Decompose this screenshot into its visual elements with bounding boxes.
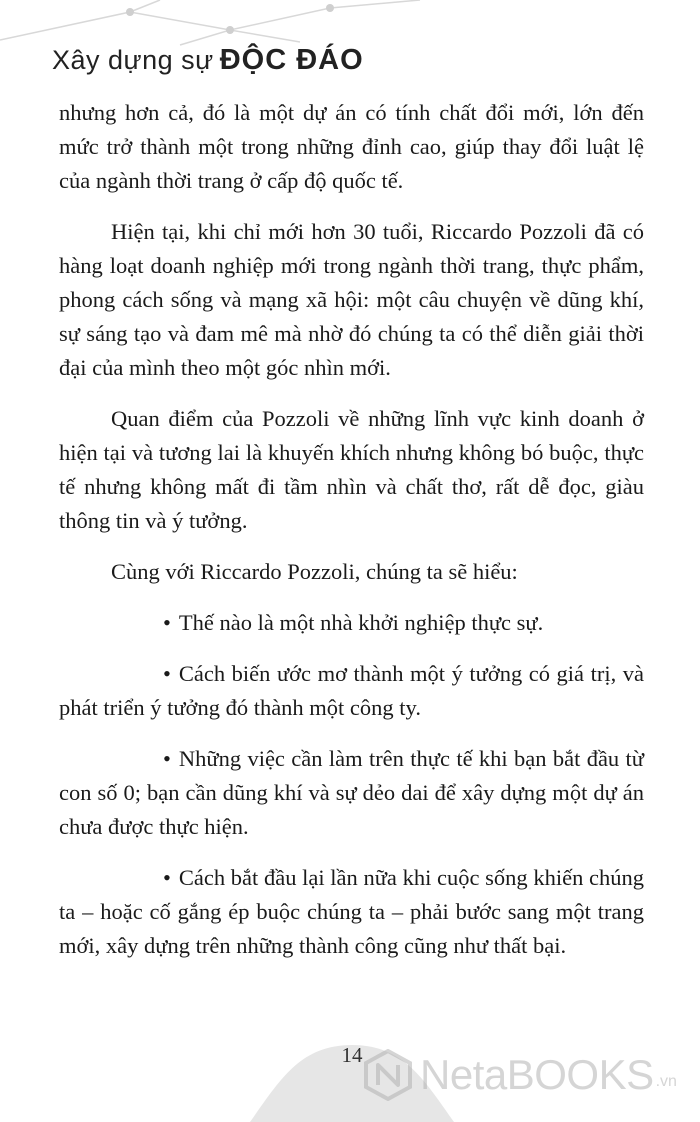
- bullet-icon: •: [163, 746, 171, 771]
- page-body: [59, 96, 644, 980]
- page-number: 14: [341, 1043, 363, 1067]
- bullet-text: Những việc cần làm trên thực tế khi bạn bắt đầu từ con số 0; bạn cần dũng khí và sự dẻo dai để xây dựng một dự án chưa được thực hiện.: [59, 746, 644, 839]
- bullet-item: [59, 657, 644, 725]
- paragraph-1: nhưng hơn cả, đó là một dự án có tính chất đổi mới, lớn đến mức trở thành một trong những đỉnh cao, giúp thay đổi luật lệ của ngành thời trang ở cấp độ quốc tế.: [59, 100, 644, 193]
- bullet-item: [59, 742, 644, 844]
- header-title-light: Xây dựng sự: [52, 45, 214, 75]
- paragraph-4: Cùng với Riccardo Pozzoli, chúng ta sẽ hiểu:: [111, 559, 518, 584]
- bullet-text: Cách biến ước mơ thành một ý tưởng có giá trị, và phát triển ý tưởng đó thành một công ty.: [59, 661, 644, 720]
- bullet-item: [59, 606, 644, 640]
- paragraph-2: Hiện tại, khi chỉ mới hơn 30 tuổi, Riccardo Pozzoli đã có hàng loạt doanh nghiệp mới trong ngành thời trang, thực phẩm, phong cách sống và mạng xã hội: một câu chuyện về dũng khí, sự sáng tạo và đam mê mà nhờ đó chúng ta có thể diễn giải thời đại của mình theo một góc nhìn mới.: [59, 219, 644, 380]
- bullet-text: Thế nào là một nhà khởi nghiệp thực sự.: [178, 610, 544, 635]
- bullet-text: Cách bắt đầu lại lần nữa khi cuộc sống khiến chúng ta – hoặc cố gắng ép buộc chúng ta – phải bước sang một trang mới, xây dựng trên những thành công cũng như thất bại.: [59, 865, 644, 958]
- bullet-icon: •: [163, 610, 171, 635]
- watermark: [362, 1045, 682, 1105]
- bullet-icon: •: [163, 661, 171, 686]
- bullet-icon: •: [163, 865, 171, 890]
- header-title-bold: ĐỘC ĐÁO: [219, 44, 364, 76]
- watermark-suffix: .vn: [655, 1073, 677, 1090]
- bullet-item: [59, 861, 644, 963]
- running-header: [52, 44, 364, 77]
- netabooks-logo-icon: [362, 1049, 414, 1101]
- watermark-brand: NetaBOOKS: [420, 1051, 654, 1098]
- paragraph-3: Quan điểm của Pozzoli về những lĩnh vực kinh doanh ở hiện tại và tương lai là khuyến khích nhưng không bó buộc, thực tế nhưng không mất đi tầm nhìn và chất thơ, rất dễ đọc, giàu thông tin và ý tưởng.: [59, 406, 644, 533]
